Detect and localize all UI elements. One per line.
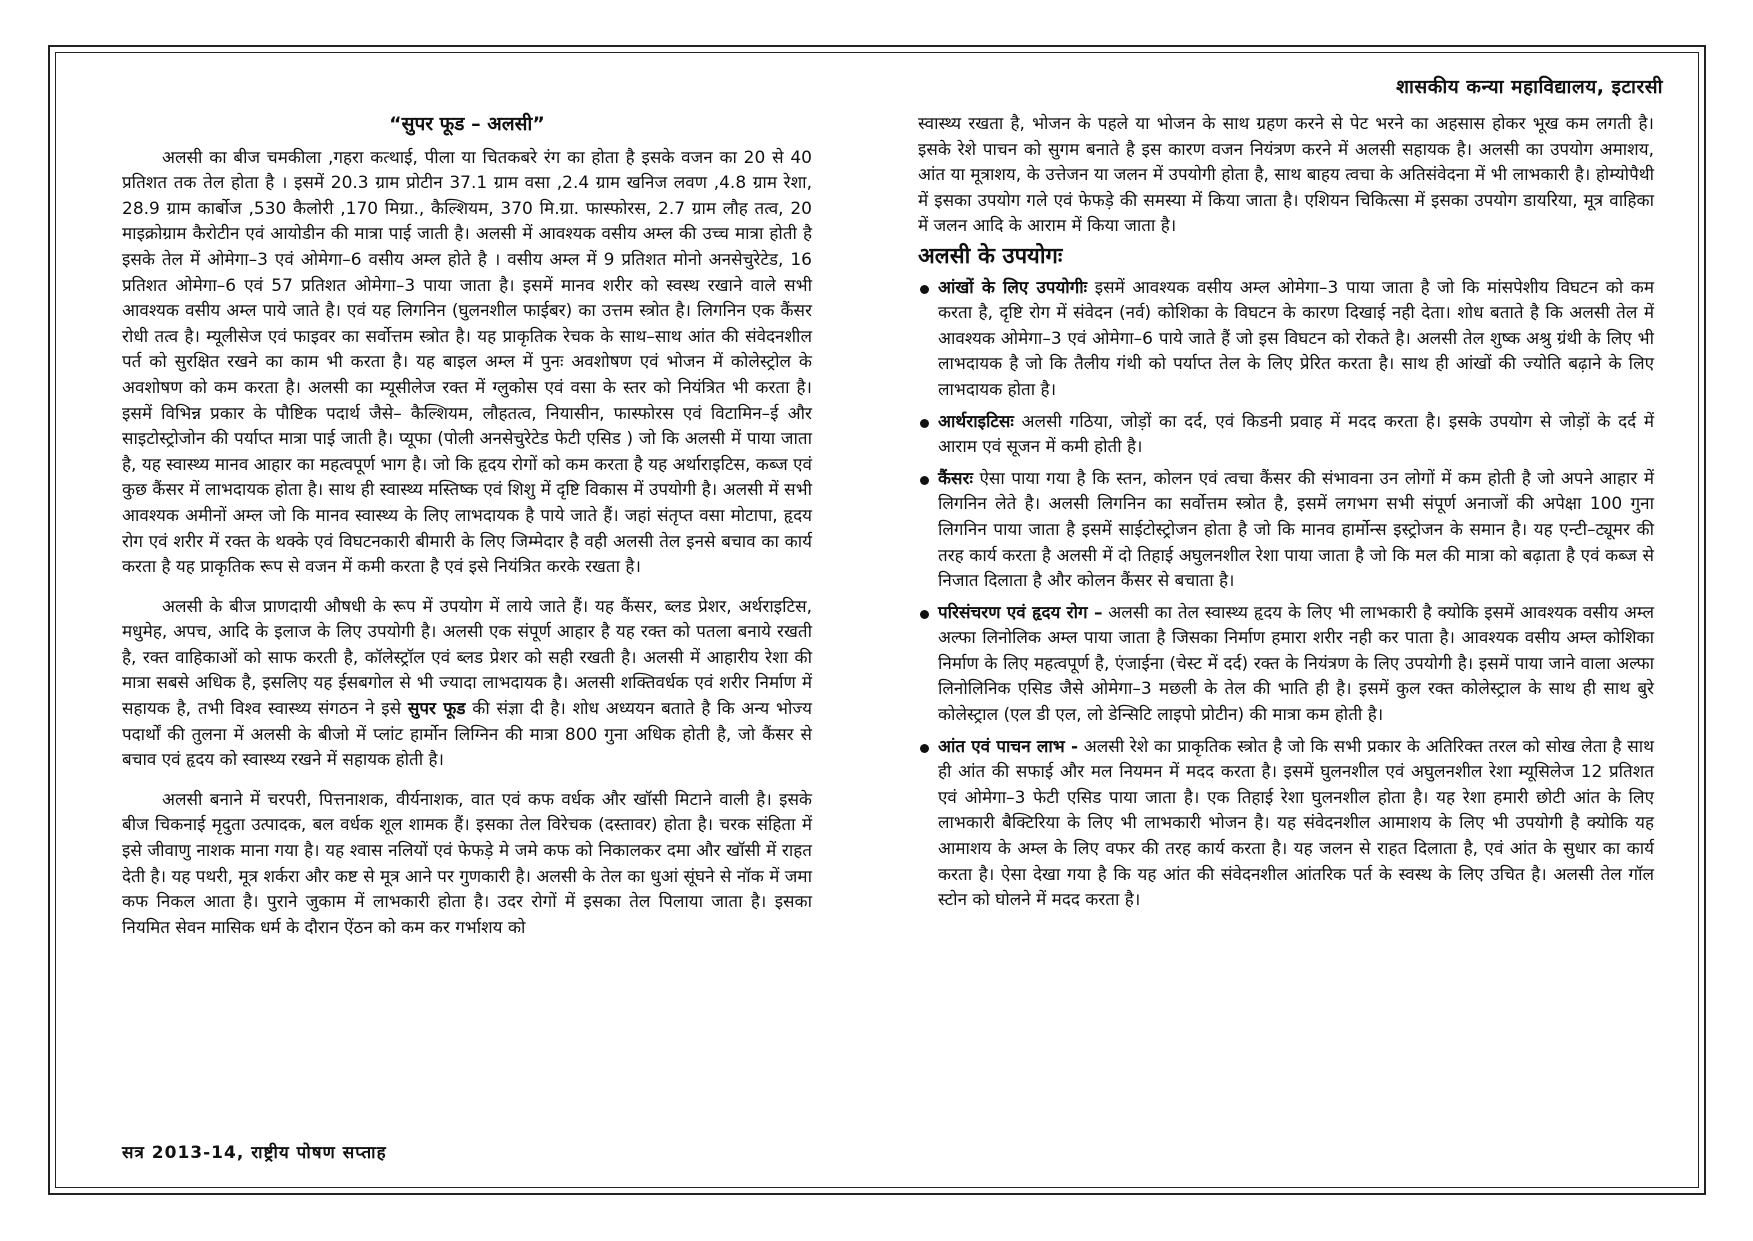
- right-column: [918, 112, 1654, 920]
- superfood-term: सुपर फूड: [407, 699, 466, 720]
- bullet-term: कैंसरः: [938, 468, 973, 489]
- ayurveda-paragraph: अलसी बनाने में चरपरी, पित्तनाशक, वीर्यनाशक, वात एवं कफ वर्धक और खॉसी मिटाने वाली है। इसके बीज चिकनाई मृदुता उत्पादक, बल वर्धक शूल शामक हैं। इसका तेल विरेचक (दस्तावर) होता है। चरक संहिता में इसे जीवाणु नाशक माना गया है। यह श्वास नलियों एवं फेफड़े मे जमे कफ को निकालकर दमा और खॉसी में राहत देती है। यह पथरी, मूत्र शर्करा और कष्ट से मूत्र आने पर गुणकारी है। अलसी के तेल का धुआं सूंघने से नॉक में जमा कफ निकल आता है। पुराने जुकाम में लाभकारी होता है। उदर रोगों में इसका तेल पिलाया जाता है। इसका नियमित सेवन मासिक धर्म के दौरान ऐंठन को कम कर गर्भाशय को: [122, 789, 812, 938]
- list-item-arthritis: [918, 410, 1654, 461]
- intro-paragraph: अलसी का बीज चमकीला ,गहरा कत्थाई, पीला या चितकबरे रंग का होता है इसके वजन का 20 से 40 प्रतिशत तक तेल होता है । इसमें 20.3 ग्राम प्रोटीन 37.1 ग्राम वसा ,2.4 ग्राम खनिज लवण ,4.8 ग्राम रेशा, 28.9 ग्राम कार्बोज ,530 कैलोरी ,170 मिग्रा., कैल्शियम, 370 मि.ग्रा. फास्फोरस, 2.7 ग्राम लौह तत्व, 20 माइक्रोग्राम कैरोटीन एवं आयोडीन की मात्रा पाई जाती है। अलसी में आवश्यक वसीय अम्ल की उच्च मात्रा होती है इसके तेल में ओमेगा–3 एवं ओमेगा–6 वसीय अम्ल होते है । वसीय अम्ल में 9 प्रतिशत मोनो अनसेचुरेटेड, 16 प्रतिशत ओमेगा–6 एवं 57 प्रतिशत ओमेगा–3 पाया जाता है। इसमें मानव शरीर को स्वस्थ रखाने वाले सभी आवश्यक वसीय अम्ल पाये जाते है। एवं यह लिगनिन (घुलनशील फाईबर) का उत्तम स्त्रोत है। लिगनिन एक कैंसर रोधी तत्व है। म्यूलीसेज एवं फाइवर का सर्वोत्तम स्त्रोत है। यह प्राकृतिक रेचक के साथ–साथ आंत की संवेदनशील पर्त को सुरक्षित रखने का काम भी करता है। यह बाइल अम्ल में पुनः अवशोषण एवं भोजन में कोलेस्ट्रोल के अवशोषण को कम करता है। अलसी का म्यूसीलेज रक्त में ग्लुकोस एवं वसा के स्तर को नियंत्रित भी करता है। इसमें विभिन्न प्रकार के पौष्टिक पदार्थ जैसे– कैल्शियम, लौहतत्व, नियासीन, फास्फोरस एवं विटामिन–ई और साइटोस्ट्रोजोन की पर्याप्त मात्रा पाई जाती है। प्यूफा (पोली अनसेचुरेटेड फेटी एसिड ) जो कि अलसी में पाया जाता है, यह स्वास्थ्य मानव आहार का महत्वपूर्ण भाग है। जो कि हृदय रोगों को कम करता है यह अर्थाराइटिस, कब्ज एवं कुछ कैंसर में लाभदायक होता है। साथ ही स्वास्थ्य मस्तिष्क एवं शिशु में दृष्टि विकास में उपयोगी है। अलसी में सभी आवश्यक अमीनों अम्ल जो कि मानव स्वास्थ्य के लिए लाभदायक है पाये जाते हैं। जहां संतृप्त वसा मोटापा, हृदय रोग एवं शरीर में रक्त के थक्के एवं विघटनकारी बीमारी के लिए जिम्मेदार है वही अलसी तेल इनसे बचाव का कार्य करता है यह प्राकृतिक रूप से वजन में कमी करता है एवं इसे नियंत्रित करके रखता है।: [122, 147, 812, 578]
- bullet-term: आंत एवं पाचन लाभ -: [938, 736, 1079, 757]
- continuation-paragraph: स्वास्थ्य रखता है, भोजन के पहले या भोजन के साथ ग्रहण करने से पेट भरने का अहसास होकर भूख कम लगती है। इसके रेशे पाचन को सुगम बनाते है इस कारण वजन नियंत्रण करने में अलसी सहायक है। अलसी का उपयोग अमाशय, आंत या मूत्राशय, के उत्तेजन या जलन में उपयोगी होता है, साथ बाहय त्वचा के अतिसंवेदना में भी लाभकारी है। होम्योपैथी में इसका उपयोग गले एवं फेफड़े की समस्या में किया जाता है। एशियन चिकित्सा में इसका उपयोग डायरिया, मूत्र वाहिका में जलन आदि के आराम में किया जाता है।: [918, 114, 1654, 237]
- bullet-icon: [920, 476, 929, 485]
- bullet-icon: [920, 744, 929, 753]
- bullet-icon: [920, 419, 929, 428]
- list-item-cancer: [918, 467, 1654, 595]
- session-footer: सत्र 2013-14, राष्ट्रीय पोषण सप्ताह: [122, 1143, 387, 1163]
- bullet-term: परिसंचरण एवं हृदय रोग –: [938, 602, 1103, 623]
- list-item-digestion: [918, 735, 1654, 914]
- uses-list: [918, 276, 1654, 914]
- bullet-icon: [920, 285, 929, 294]
- medicinal-paragraph: [122, 595, 812, 774]
- uses-heading: अलसी के उपयोगः: [918, 243, 1063, 269]
- bullet-text: इसमें आवश्यक वसीय अम्ल ओमेगा–3 पाया जाता है जो कि मांसपेशीय विघटन को कम करता है, दृष्टि रोग में संवेदन (नर्व) कोशिका के विघटन के कारण दिखाई नही देता। शोध बताते है कि अलसी तेल में आवश्यक ओमेगा–3 एवं ओमेगा–6 पाये जाते हैं जो इस विघटन को रोकते है। अलसी तेल शुष्क अश्रु ग्रंथी के लिए भी लाभदायक है जो कि तैलीय गंथी को पर्याप्त तेल के लिए प्रेरित करता है। साथ ही आंखों की ज्योति बढ़ाने के लिए लाभदायक होता है।: [938, 277, 1655, 400]
- left-column: [122, 112, 812, 941]
- medicinal-text-before: अलसी के बीज प्राणदायी औषधी के रूप में उपयोग में लाये जाते हैं। यह कैंसर, ब्लड प्रेशर, अर्थराइटिस, मधुमेह, अपच, आदि के इलाज के लिए उपयोगी है। अलसी एक संपूर्ण आहार है यह रक्त को पतला बनाये रखती है, रक्त वाहिकाओं को साफ करती है, कॉलेस्ट्रॉल एवं ब्लड प्रेशर को सही रखती है। अलसी में आहारीय रेशा की मात्रा सबसे अधिक है, इसलिए यह ईसबगोल से भी ज्यादा लाभदायक है। अलसी शक्तिवर्धक एवं शरीर निर्माण में सहायक है, तभी विश्व स्वास्थ्य संगठन ने इसे: [122, 596, 812, 720]
- bullet-term: आर्थराइटिसः: [938, 411, 1014, 432]
- list-item-eyes: [918, 276, 1654, 404]
- institution-header: शासकीय कन्या महाविद्यालय, इटारसी: [1396, 76, 1663, 98]
- bullet-term: आंखों के लिए उपयोगीः: [938, 277, 1088, 298]
- list-item-heart: [918, 601, 1654, 729]
- bullet-text: अलसी का तेल स्वास्थ्य हृदय के लिए भी लाभकारी है क्योकि इसमें आवश्यक वसीय अम्ल अल्फा लिनोलिक अम्ल पाया जाता है जिसका निर्माण हमारा शरीर नही कर पाता है। आवश्यक वसीय अम्ल कोशिका निर्माण के लिए महत्वपूर्ण है, एंजाईना (चेस्ट में दर्द) रक्त के नियंत्रण के लिए उपयोगी है। इसमें पाया जाने वाला अल्फा लिनोलिनिक एसिड जैसे ओमेगा–3 मछली के तेल की भाति ही है। इसमें कुल रक्त कोलेस्ट्राल के साथ ही साथ बुरे कोलेस्ट्राल (एल डी एल, लो डेन्सिटि लाइपो प्रोटीन) की मात्रा कम होती है।: [938, 602, 1655, 726]
- bullet-icon: [920, 610, 929, 619]
- article-title: “सुपर फूड – अलसी”: [389, 113, 545, 135]
- medicinal-text-after: की संज्ञा दी है। शोध अध्ययन बताते है कि अन्य भोज्य पदार्थों की तुलना में अलसी के बीजो में प्लांट हार्मोन लिग्निन की मात्रा 800 गुना अधिक होती है, जो कैंसर से बचाव एवं हृदय को स्वास्थ्य रखने में सहायक होती है।: [122, 699, 812, 771]
- bullet-text: अलसी रेशे का प्राकृतिक स्त्रोत है जो कि सभी प्रकार के अतिरिक्त तरल को सोख लेता है साथ ही आंत की सफाई और मल नियमन में मदद करता है। इसमें घुलनशील एवं अघुलनशील रेशा म्यूसिलेज 12 प्रतिशत एवं ओमेगा–3 फेटी एसिड पाया जाता है। एक तिहाई रेशा घुलनशील होता है। यह रेशा हमारी छोटी आंत के लिए लाभकारी बैक्टिरिया के लिए भी लाभकारी भोजन है। यह संवेदनशील आमाशय के लिए भी उपयोगी है क्योकि यह आमाशय के अम्ल के लिए वफर की तरह कार्य करता है। यह जलन से राहत दिलाता है, एवं आंत के सुधार का कार्य करता है। ऐसा देखा गया है कि यह आंत की संवेदनशील आंतरिक पर्त के स्वस्थ के लिए उचित है। अलसी तेल गॉल स्टोन को घोलने में मदद करता है।: [938, 736, 1654, 911]
- bullet-text: अलसी गठिया, जोड़ों का दर्द, एवं किडनी प्रवाह में मदद करता है। इसके उपयोग से जोड़ों के दर्द में आराम एवं सूजन में कमी होती है।: [938, 411, 1654, 458]
- bullet-text: ऐसा पाया गया है कि स्तन, कोलन एवं त्वचा कैंसर की संभावना उन लोगों में कम होती है जो अपने आहार में लिगनिन लेते है। अलसी लिगनिन का सर्वोत्तम स्त्रोत है, इसमें लगभग सभी संपूर्ण अनाजों की अपेक्षा 100 गुना लिगनिन पाया जाता है इसमें साईटोस्ट्रोजन होता है जो कि मानव हार्मोन्स इस्ट्रोजन के समान है। यह एन्टी–ट्यूमर की तरह कार्य करता है अलसी में दो तिहाई अघुलनशील रेशा पाया जाता है जो कि मल की मात्रा को बढ़ाता है एवं कब्ज से निजात दिलाता है और कोलन कैंसर से बचाता है।: [938, 468, 1655, 592]
